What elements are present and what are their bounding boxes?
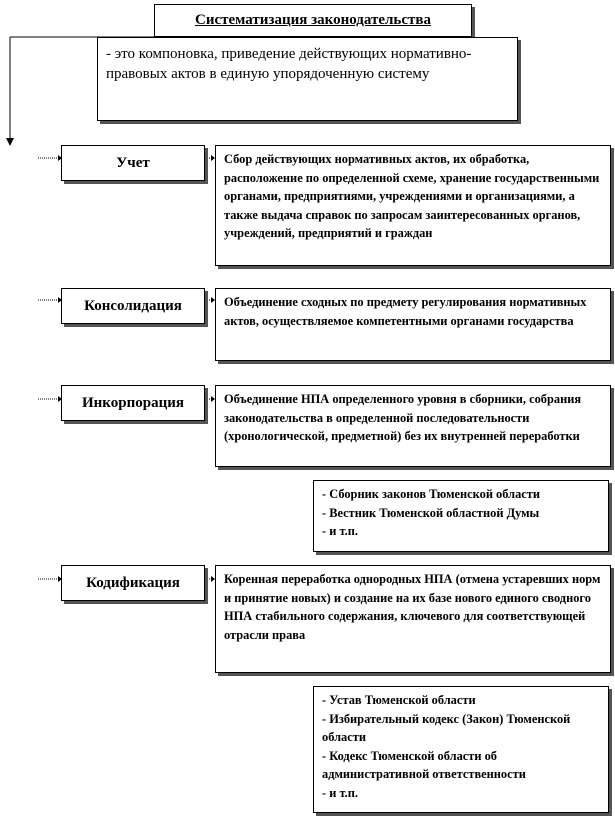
description-accounting: Сбор действующих нормативных актов, их обработка, расположение по определенной схеме, хранение государственными органами, предприятиями, учреждениями и организациями, а также выдача справок по запросам заинтересованных органов, учреждений, предприятий и граждан [215,145,611,266]
definition-box: - это компоновка, приведение действующих нормативно-правовых актов в единую упорядоченную систему [97,37,518,121]
description-codification: Коренная переработка однородных НПА (отмена устаревших норм и принятие новых) и создание на их базе нового единого сводного НПА стабильного содержания, ключевого для соответствующей отрасли права [215,565,611,673]
category-accounting: Учет [61,145,205,181]
description-consolidation: Объединение сходных по предмету регулирования нормативных актов, осуществляемое компетентными органами государства [215,288,611,361]
example-item: - Сборник законов Тюменской области [322,487,541,501]
description-incorporation: Объединение НПА определенного уровня в сборники, собрания законодательства в определенной последовательности (хронологической, предметной) без их внутренней переработки [215,385,611,467]
example-item: - Вестник Тюменской областной Думы [322,505,540,520]
example-item: - Избирательный кодекс (Закон) Тюменской области [322,711,571,744]
examples-codification [313,686,609,813]
down-arrow-icon [6,138,14,146]
example-item: - и т.п. [322,524,358,538]
example-item: - Устав Тюменской области [322,693,476,707]
examples-incorporation [313,480,609,552]
example-item: - Кодекс Тюменской области об административной ответственности [322,748,526,781]
example-item: - и т.п. [322,785,358,800]
category-codification: Кодификация [61,565,205,601]
category-incorporation: Инкорпорация [61,385,205,421]
diagram-title: Систематизация законодательства [154,4,472,37]
category-consolidation: Консолидация [61,288,205,324]
